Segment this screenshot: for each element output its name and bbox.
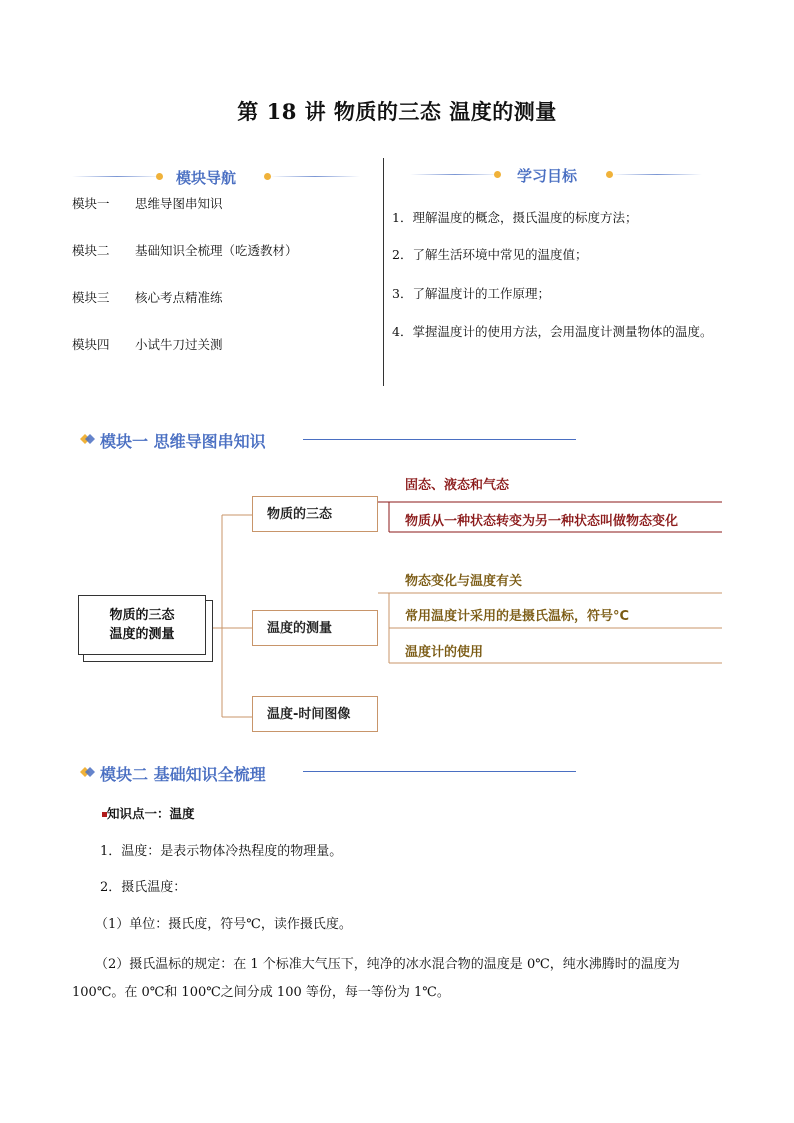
diamond-icon: [80, 766, 95, 778]
goals-header-line-left: [410, 174, 500, 175]
nav-header-dot-left: [156, 173, 163, 180]
mindmap-branch-temperature[interactable]: 温度的测量: [252, 610, 378, 646]
nav-item-text: 小试牛刀过关测: [135, 337, 223, 352]
module1-heading-line: [303, 439, 576, 440]
nav-header-line-left: [72, 176, 162, 177]
nav-header-line-right: [270, 176, 360, 177]
module1-heading: 模块一 思维导图串知识: [100, 432, 266, 451]
nav-item-num: 模块二: [72, 243, 110, 258]
mindmap-leaf-temp-related: 物态变化与温度有关: [405, 574, 523, 589]
paragraph-2: 2．摄氏温度：: [100, 880, 187, 895]
goals-header-line-right: [612, 174, 702, 175]
goal-item-2: 2．了解生活环境中常见的温度值；: [392, 247, 588, 262]
diamond-icon: [80, 433, 95, 445]
goals-header-dot-left: [494, 171, 501, 178]
nav-item-text: 思维导图串知识: [135, 196, 223, 211]
mindmap-root-line2: 温度的测量: [109, 627, 175, 642]
paragraph-1: 1．温度：是表示物体冷热程度的物理量。: [100, 844, 343, 859]
knowledge-point-title: 知识点一：温度: [107, 806, 195, 821]
nav-item-1[interactable]: [72, 194, 372, 214]
nav-item-num: 模块四: [72, 337, 110, 352]
mindmap-branch-states[interactable]: 物质的三态: [252, 496, 378, 532]
nav-header: 模块导航: [176, 169, 237, 187]
nav-item-2[interactable]: [72, 241, 372, 261]
goal-item-3: 3．了解温度计的工作原理；: [392, 286, 550, 301]
mindmap-leaf-celsius: 常用温度计采用的是摄氏温标，符号°C: [405, 609, 630, 624]
nav-item-4[interactable]: [72, 335, 372, 355]
mindmap-root[interactable]: [78, 595, 206, 655]
paragraph-4-line1: （2）摄氏温标的规定：在 1 个标准大气压下，纯净的冰水混合物的温度是 0℃，纯水沸腾时的温度为: [95, 957, 680, 972]
nav-item-text: 核心考点精准练: [135, 290, 223, 305]
mindmap-root-line1: 物质的三态: [109, 608, 175, 623]
mindmap-branch-graph[interactable]: 温度-时间图像: [252, 696, 378, 732]
column-divider: [383, 158, 384, 386]
nav-item-text: 基础知识全梳理（吃透教材）: [135, 243, 298, 258]
paragraph-4-line2: 100℃。在 0℃和 100℃之间分成 100 等份，每一等份为 1℃。: [72, 985, 450, 1000]
mindmap-leaf-three-states: 固态、液态和气态: [405, 478, 510, 493]
module2-heading-line: [303, 771, 576, 772]
goals-header: 学习目标: [517, 167, 578, 185]
nav-item-num: 模块三: [72, 290, 110, 305]
goal-item-1: 1．理解温度的概念，摄氏温度的标度方法；: [392, 210, 638, 225]
nav-item-num: 模块一: [72, 196, 110, 211]
module2-heading: 模块二 基础知识全梳理: [100, 765, 266, 784]
mindmap-leaf-state-change: 物质从一种状态转变为另一种状态叫做物态变化: [405, 514, 679, 529]
mindmap-leaf-thermometer-use: 温度计的使用: [405, 645, 484, 660]
goal-item-4: 4．掌握温度计的使用方法，会用温度计测量物体的温度。: [392, 324, 713, 339]
nav-item-3[interactable]: [72, 288, 372, 308]
page-title: 第 18 讲 物质的三态 温度的测量: [237, 99, 557, 124]
paragraph-3: （1）单位：摄氏度，符号℃，读作摄氏度。: [95, 917, 352, 932]
